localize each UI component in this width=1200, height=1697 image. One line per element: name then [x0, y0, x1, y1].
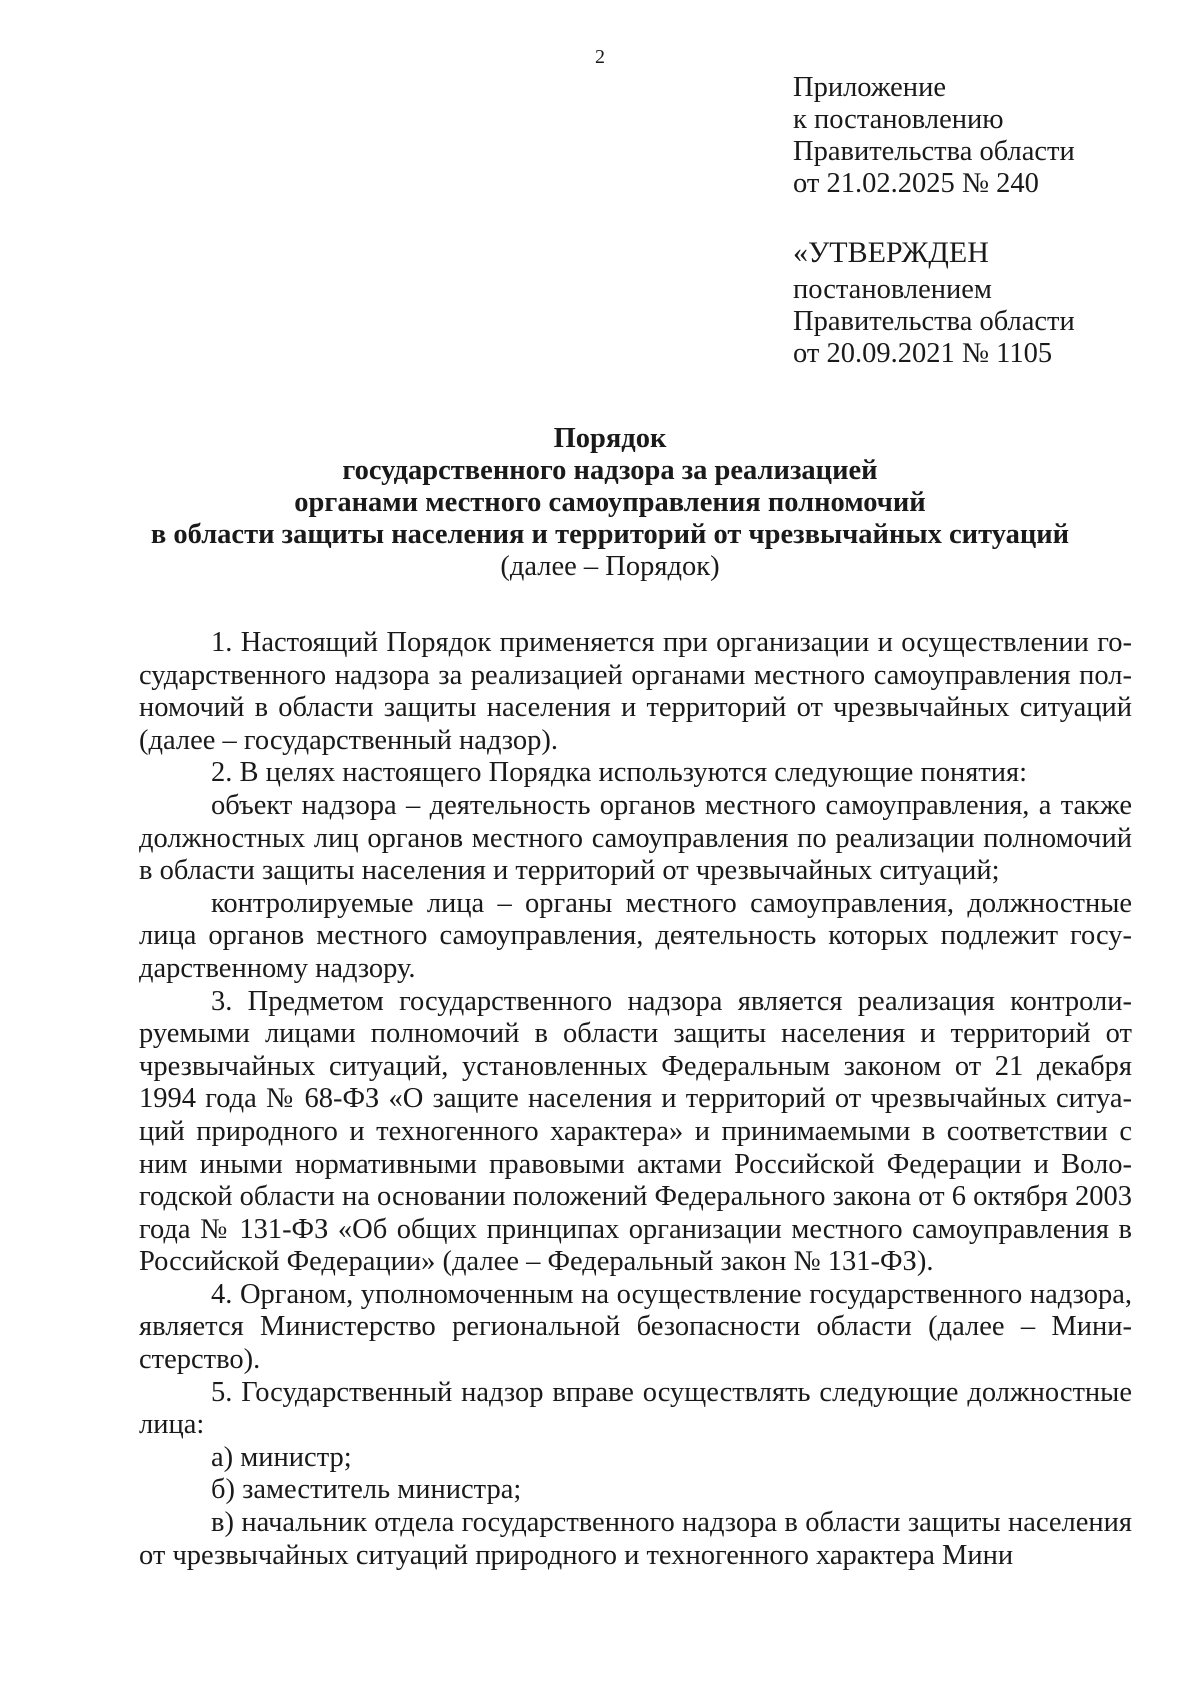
title-line: органами местного самоуправления полномочий	[294, 487, 926, 518]
paragraph: 2. В целях настоящего Порядка используются следующие понятия:	[211, 757, 1028, 789]
paragraph: б) заместитель министра;	[211, 1474, 522, 1506]
title-line: в области защиты населения и территорий от чрезвычайных ситуаций	[150, 519, 1070, 550]
approval-line: Приложение	[793, 72, 946, 103]
approval-line: к постановлению	[793, 104, 1004, 135]
approval-line: Правительства области	[793, 306, 1075, 337]
title-subtitle: (далее – Порядок)	[500, 551, 720, 582]
title-line: Порядок	[553, 423, 667, 454]
approval-block-appendix	[793, 72, 1153, 200]
document-body	[139, 627, 1132, 1572]
approval-line: от 21.02.2025 № 240	[793, 168, 1039, 199]
paragraph: 4. Органом, уполномоченным на осуществление государственного надзора, является Министерство региональной безопасности области (далее – Министерство).	[139, 1278, 1132, 1376]
title-line: государственного надзора за реализацией	[342, 455, 878, 486]
paragraph: 1. Настоящий Порядок применяется при организации и осуществлении государственного надзора за реализацией органами местного самоуправления полномочий в области защиты населения и территорий от чрезвычайных ситуаций (далее – государственный надзор).	[139, 627, 1132, 756]
approval-line: постановлением	[793, 274, 992, 305]
approval-block-approved	[793, 237, 1153, 370]
paragraph: контролируемые лица – органы местного самоуправления, должностные лица органов местного самоуправления, деятельность которых подлежит государственному надзору.	[139, 887, 1132, 984]
paragraph: а) министр;	[211, 1441, 352, 1473]
document-title	[130, 423, 1090, 583]
page-number: 2	[595, 46, 605, 68]
paragraph: 5. Государственный надзор вправе осуществлять следующие должностные лица:	[139, 1376, 1132, 1441]
approval-line: Правительства области	[793, 136, 1075, 167]
paragraph: 3. Предметом государственного надзора является реализация контролируемыми лицами полномочий в области защиты населения и территорий от чрезвычайных ситуаций, установленных Федеральным законом от 21 декабря 1994 года № 68-ФЗ «О защите населения и территорий от чрезвычайных ситуаций природного и техногенного характера» и принимаемыми в соответствии с ним иными нормативными правовыми актами Российской Федерации и Вологодской области на основании положений Федерального закона от 6 октября 2003 года № 131-ФЗ «Об общих принципах организации местного самоуправления в Российской Федерации» (далее – Федеральный закон № 131-ФЗ).	[139, 985, 1132, 1278]
paragraph: в) начальник отдела государственного надзора в области защиты населения от чрезвычайных ситуаций природного и техногенного характера Мини	[139, 1507, 1132, 1571]
approval-heading: «УТВЕРЖДЕН	[793, 236, 989, 269]
paragraph: объект надзора – деятельность органов местного самоуправления, а также должностных лиц органов местного самоуправления по реализации полномочий в области защиты населения и территорий от чрезвычайных ситуаций;	[139, 789, 1132, 887]
approval-line: от 20.09.2021 № 1105	[793, 338, 1053, 369]
